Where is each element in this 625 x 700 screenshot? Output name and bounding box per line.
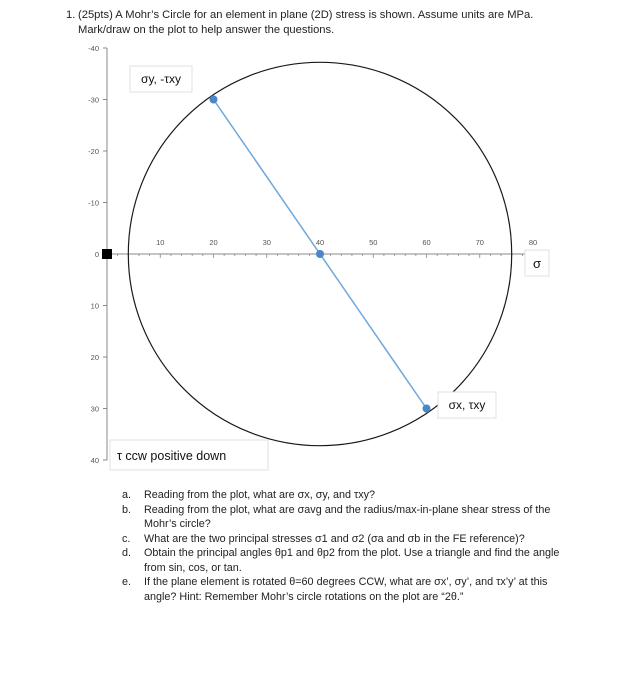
origin-marker <box>102 249 112 259</box>
label-sigma-x-tau-xy: σx, τxy <box>448 398 486 412</box>
label-sigma-y-neg-tau-xy: σy, -τxy <box>141 72 181 86</box>
sigma-tick-label: 10 <box>156 238 165 247</box>
sigma-tick-label: 30 <box>262 238 271 247</box>
tau-tick-label: 10 <box>90 301 99 311</box>
point-center <box>316 250 324 258</box>
tau-tick-label: 30 <box>90 404 99 414</box>
xlabel-sigma: σ <box>532 256 542 271</box>
question-list <box>122 488 562 604</box>
sigma-tick-label: 20 <box>209 238 218 247</box>
question-letter: b. <box>122 503 132 516</box>
question-item <box>122 488 562 503</box>
question-letter: a. <box>122 489 132 501</box>
sigma-tick-label: 60 <box>422 238 431 247</box>
tau-tick-label: 40 <box>90 456 99 465</box>
tau-tick-label: 20 <box>90 353 99 362</box>
point-sigma_y_neg_tau_xy <box>210 96 218 104</box>
question-text: If the plane element is rotated θ=60 degrees CCW, what are σx’, σy’, and τx’y’ at this angle? Hint: Remember Mohr’s circle rotations on the plot are “2θ.” <box>144 576 548 603</box>
sigma-tick-label: 70 <box>475 238 484 247</box>
point-sigma_x_tau_xy <box>423 405 431 413</box>
question-item <box>122 503 562 532</box>
question-text: Obtain the principal angles θp1 and θp2 from the plot. Use a triangle and find the angle from sin, cos, or tan. <box>144 547 560 574</box>
question-text: Reading from the plot, what are σavg and the radius/max-in-plane shear stress of the Mohr’s circle? <box>144 503 551 530</box>
tau-tick-label: -40 <box>88 44 99 53</box>
problem-number: 1. <box>66 9 76 21</box>
question-text: What are the two principal stresses σ1 and σ2 (σa and σb in the FE reference)? <box>144 532 525 545</box>
sigma-tick-label: 50 <box>369 238 378 247</box>
sigma-tick-label: 80 <box>528 238 538 247</box>
question-item <box>122 546 562 575</box>
question-text: Reading from the plot, what are σx, σy, and τxy? <box>144 489 376 501</box>
question-letter: d. <box>122 547 132 559</box>
question-item <box>122 532 562 547</box>
tau-tick-label: 0 <box>94 250 99 259</box>
tau-tick-label: -20 <box>88 147 99 156</box>
question-letter: e. <box>122 576 132 588</box>
ylabel-tau: τ ccw positive down <box>117 449 227 463</box>
problem-statement-line2: Mark/draw on the plot to help answer the questions. <box>78 24 335 36</box>
tau-tick-label: -30 <box>88 95 99 105</box>
tau-tick-label: -10 <box>88 198 99 208</box>
question-letter: c. <box>122 532 131 545</box>
question-item <box>122 575 562 604</box>
sigma-tick-label: 40 <box>315 238 325 247</box>
problem-statement-line1: (25pts) A Mohr’s Circle for an element in plane (2D) stress is shown. Assume units are MPa. <box>78 9 534 21</box>
